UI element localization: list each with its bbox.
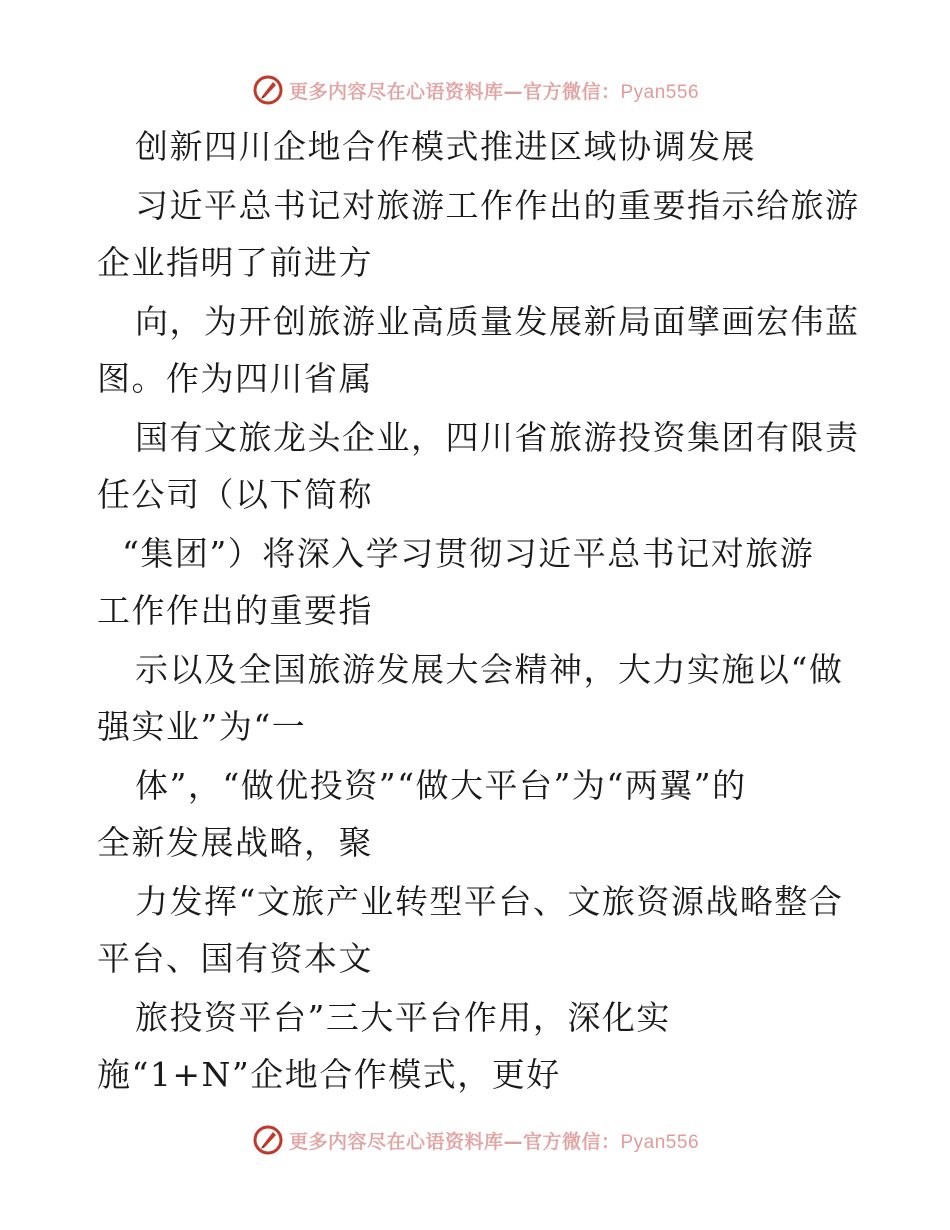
pen-nib-circle-icon bbox=[251, 1123, 285, 1157]
paragraph-line: 平台、国有资本文 bbox=[97, 939, 373, 978]
pen-nib-circle-icon bbox=[251, 73, 285, 107]
paragraph-line: 施“1+N”企地合作模式，更好 bbox=[97, 1055, 561, 1094]
paragraph-line: 力发挥“文旅产业转型平台、文旅资源战略整合 bbox=[135, 882, 844, 921]
paragraph-line: 旅投资平台”三大平台作用，深化实 bbox=[135, 998, 671, 1037]
paragraph-line: 国有文旅龙头企业，四川省旅游投资集团有限责 bbox=[135, 418, 860, 457]
footer-watermark bbox=[0, 1120, 950, 1160]
paragraph-line: 向，为开创旅游业高质量发展新局面擘画宏伟蓝 bbox=[135, 302, 860, 341]
paragraph-line: 图。作为四川省属 bbox=[97, 359, 373, 398]
paragraph-line: 任公司（以下简称 bbox=[97, 475, 373, 514]
watermark-text: 更多内容尽在心语资料库—官方微信：Pyan556 bbox=[288, 80, 700, 103]
paragraph-line: “集团”）将深入学习贯彻习近平总书记对旅游 bbox=[122, 534, 815, 573]
paragraph-line: 习近平总书记对旅游工作作出的重要指示给旅游 bbox=[135, 186, 860, 225]
paragraph-line: 示以及全国旅游发展大会精神，大力实施以“做 bbox=[135, 650, 844, 689]
paragraph-line: 全新发展战略，聚 bbox=[97, 823, 373, 862]
paragraph-line: 体”，“做优投资”“做大平台”为“两翼”的 bbox=[135, 766, 747, 805]
paragraph-line: 强实业”为“一 bbox=[97, 707, 307, 746]
paragraph-line: 企业指明了前进方 bbox=[97, 243, 373, 282]
watermark-text: 更多内容尽在心语资料库—官方微信：Pyan556 bbox=[288, 1130, 700, 1153]
header-watermark bbox=[0, 70, 950, 110]
document-title: 创新四川企地合作模式推进区域协调发展 bbox=[135, 127, 756, 166]
paragraph-line: 工作作出的重要指 bbox=[97, 591, 373, 630]
